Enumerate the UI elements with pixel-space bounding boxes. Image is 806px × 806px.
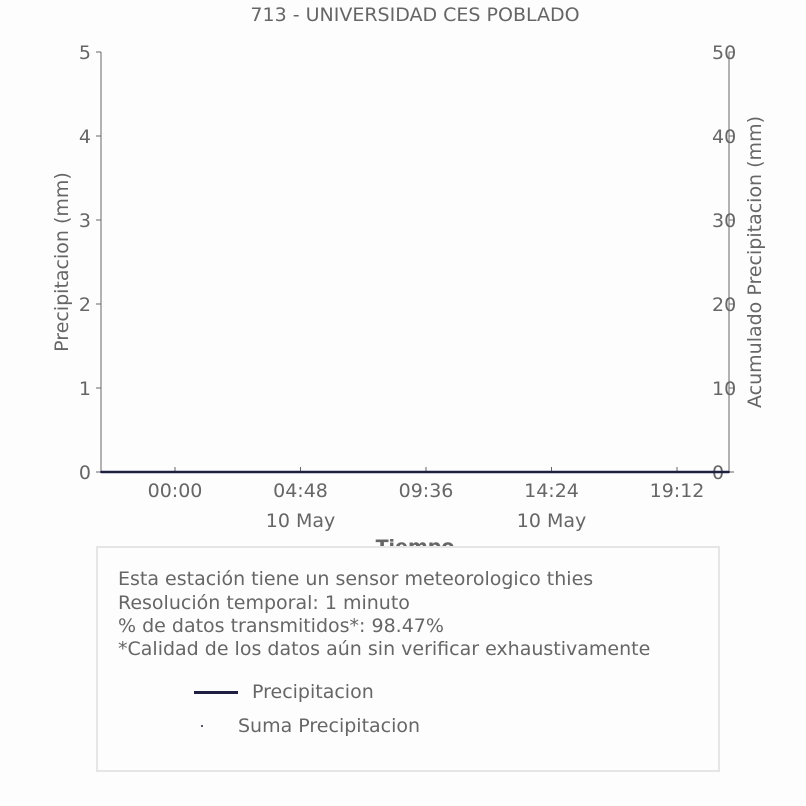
x-tick-label: 00:00 [147,480,203,502]
y2-tick-label: 0 [712,462,725,484]
chart-axes [101,52,729,472]
info-sensor-text: Esta estación tiene un sensor meteorologico thies [118,568,594,590]
x-tick-label: 19:12 [649,480,705,502]
y-tick-label: 5 [78,42,91,64]
y-tick-label: 3 [78,210,91,232]
y-axis-label: Precipitacion (mm) [51,172,73,352]
x-tick-label: 04:48 [273,480,328,502]
legend-label-suma: Suma Precipitacion [238,715,421,737]
chart-title: 713 - UNIVERSIDAD CES POBLADO [250,4,580,26]
legend-dot-swatch [201,725,203,727]
y2-tick-label: 30 [712,210,737,232]
series-point-suma [728,471,730,473]
x-tick-sublabel: 10 May [265,510,336,532]
info-quality-note: *Calidad de los datos aún sin verificar exhaustivamente [118,638,651,660]
y2-tick-label: 10 [712,378,737,400]
legend-line-swatch [194,691,238,694]
x-tick-sublabel: 10 May [516,510,587,532]
y2-tick-label: 20 [712,294,737,316]
y-tick-label: 4 [78,126,91,148]
chart-series [100,471,730,473]
series-point-suma [100,471,102,473]
info-legend-box [96,546,720,772]
x-tick-label: 09:36 [398,480,454,502]
info-resolution-text: Resolución temporal: 1 minuto [118,592,410,614]
y-tick-label: 2 [78,294,91,316]
y-tick-label: 1 [78,378,91,400]
y-tick-label: 0 [78,462,91,484]
chart-ticks [79,42,736,532]
y2-tick-label: 40 [712,126,737,148]
y2-tick-label: 50 [712,42,737,64]
y2-axis-label: Acumulado Precipitacion (mm) [744,116,766,408]
x-tick-label: 14:24 [524,480,579,502]
info-transmitted-text: % de datos transmitidos*: 98.47% [118,615,444,637]
legend-label-precipitacion: Precipitacion [252,681,374,703]
